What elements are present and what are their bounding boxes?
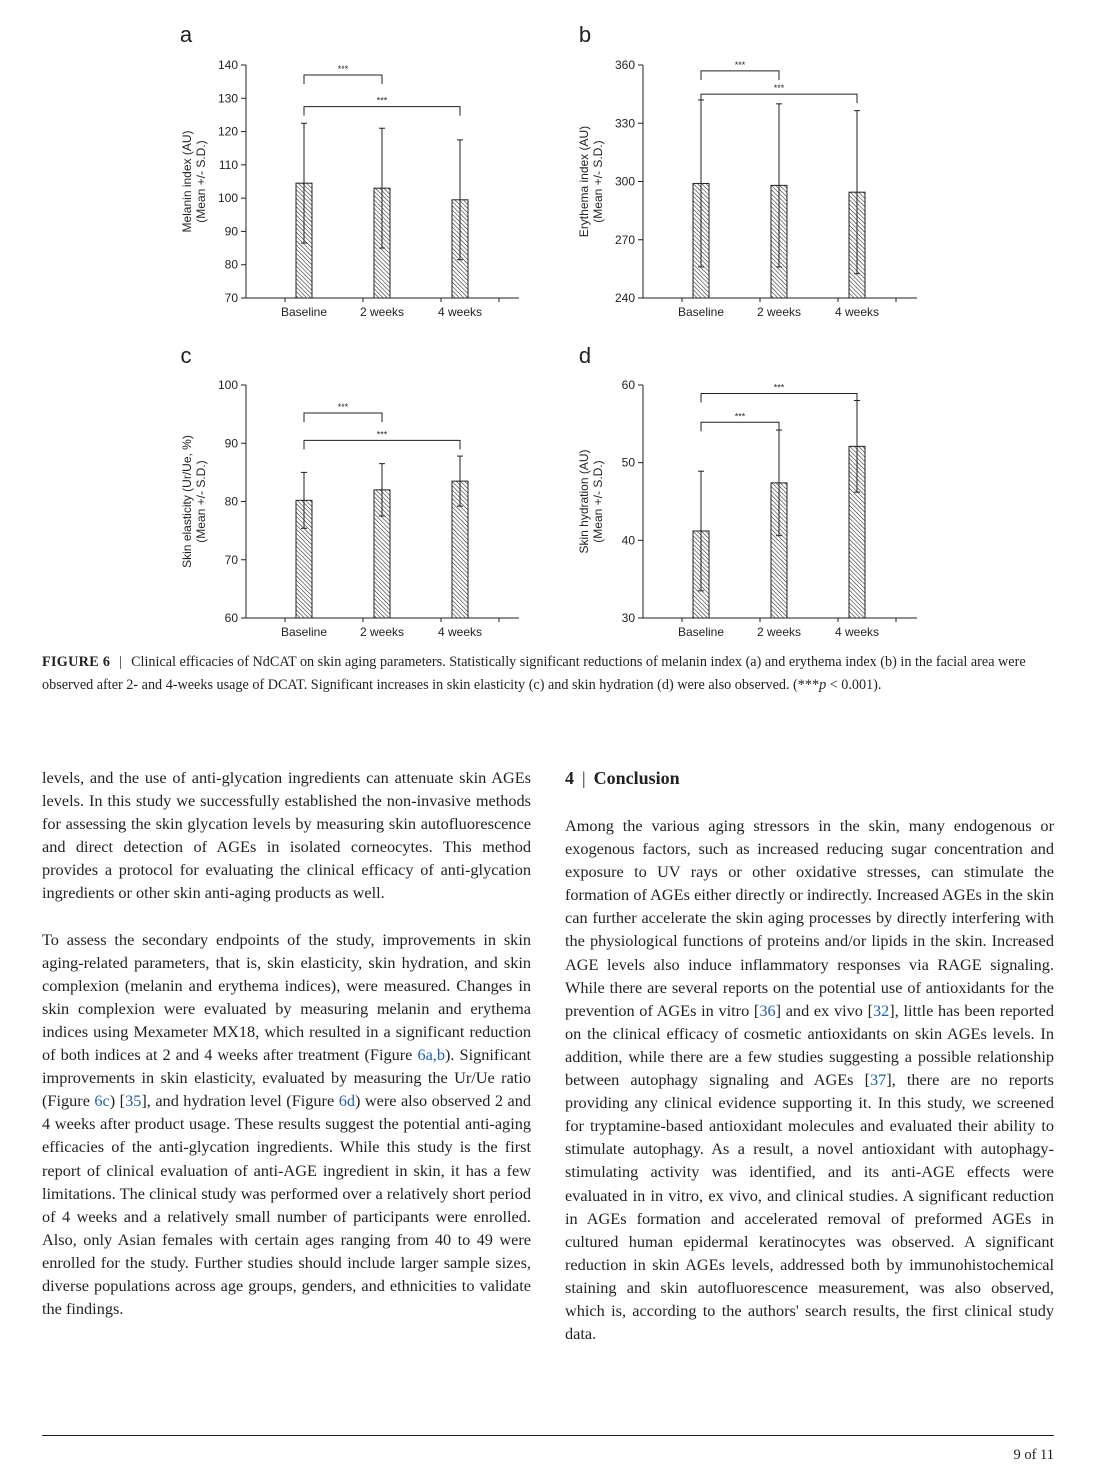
y-tick-label: 140 [217,58,238,72]
x-tick-label: Baseline [280,305,328,319]
y-tick-label: 330 [614,116,635,131]
caption-text: Clinical efficacies of NdCAT on skin aging parameters. Statistically significant reductions of melanin index (a) and erythema index (b) in the facial area were observed after 2- and 4-weeks usage of DCAT. Significant increases in skin elasticity (c) and skin hydration (d) were also observed. (*** [42,654,1026,693]
y-axis-label: Skin hydration (AU) [577,449,591,554]
section-heading [565,766,1054,790]
section-separator: | [582,768,586,788]
significance-bracket [304,440,460,449]
x-tick-label: 2 weeks [756,305,802,319]
x-tick-label: Baseline [677,305,725,319]
panel-label: d [578,343,592,368]
significance-label: *** [376,429,388,440]
citation-link[interactable]: 35 [125,1091,142,1111]
y-tick-label: 300 [614,174,635,189]
paragraph-text: ) [ [109,1091,126,1111]
paragraph-text: To assess the secondary endpoints of the study, improvements in skin aging-related parameters, that is, skin elasticity, skin hydration, and skin complexion (melanin and erythema indices), were measured. Changes in skin complexion were evaluated by measuring melanin and erythema indices using Mexameter MX18, which resulted in a significant reduction of both indices at 2 and 4 weeks after treatment (Figure [42,929,531,1065]
significance-bracket [701,394,857,403]
paragraph-text: ) were also observed 2 and 4 weeks after product usage. These results suggest the potential anti-aging efficacies of the anti-glycation ingredients. While this study is the first report of clinical evaluation of anti-AGE ingredient in skin, it has a few limitations. The clinical study was performed over a relatively short period of 4 weeks and a relatively small number of participants were enrolled. Also, only Asian females with certain ages ranging from 40 to 49 were enrolled for the study. Further studies should include larger sample sizes, diverse populations across age groups, genders, and ethnicities to validate the findings. [42,1091,532,1319]
paragraph-text: ], little has been reported on the clinical efficacy of cosmetic antioxidants on skin AGEs levels. In addition, while there are a few studies suggesting a possible relationship between autophagy signaling and AGEs [ [565,1000,1055,1090]
x-tick-label: Baseline [280,625,328,639]
chart-panel-b [577,22,917,319]
footer-rule [42,1435,1054,1436]
y-tick-label: 50 [621,455,635,470]
significance-bracket [701,94,857,103]
x-tick-label: 4 weeks [437,625,483,639]
figure-caption [42,651,1054,697]
y-tick-label: 120 [217,124,238,139]
x-tick-label: Baseline [677,625,725,639]
y-axis-sublabel: (Mean +/- S.D.) [194,140,208,223]
y-tick-label: 100 [217,378,238,392]
paragraph [42,928,531,1321]
y-axis-label: Erythema index (AU) [577,125,591,238]
paragraph [565,814,1054,1345]
y-axis-sublabel: (Mean +/- S.D.) [591,460,605,543]
citation-link[interactable]: 32 [873,1000,890,1020]
y-tick-label: 60 [621,378,635,392]
chart-panel-d [577,343,917,639]
y-tick-label: 80 [224,257,238,272]
page-number: 9 of 11 [1013,1447,1054,1463]
y-tick-label: 130 [217,91,238,106]
caption-p-symbol: p [819,677,827,693]
x-tick-label: 4 weeks [834,625,880,639]
y-tick-label: 100 [217,191,238,206]
caption-text-end: < 0.001). [826,677,882,693]
figure-ref-link[interactable]: 6c [94,1091,110,1111]
significance-label: *** [376,95,388,106]
significance-label: *** [337,401,349,412]
significance-label: *** [337,63,349,74]
left-text-column [42,766,531,1320]
figure-ref-link[interactable]: 6d [338,1091,355,1111]
significance-label: *** [734,59,746,70]
figure-label: FIGURE 6 [42,654,111,670]
section-number: 4 [565,768,574,788]
y-tick-label: 70 [224,552,238,567]
panel-label: a [179,22,193,47]
y-tick-label: 90 [224,224,238,239]
figure-ref-link[interactable]: 6a,b [417,1045,446,1065]
panel-label: c [180,343,192,368]
y-tick-label: 60 [224,611,238,625]
y-axis-label: Melanin index (AU) [180,130,194,233]
significance-bracket [701,71,779,80]
paragraph: levels, and the use of anti-glycation ingredients can attenuate skin AGEs levels. In this study we successfully established the non-invasive methods for assessing the skin glycation levels by measuring skin autofluorescence and direct detection of AGEs in isolated corneocytes. This method provides a protocol for evaluating the clinical efficacy of anti-glycation ingredients or other skin anti-aging products as well. [42,768,531,903]
x-tick-label: 2 weeks [359,625,405,639]
paragraph-text: ). Significant improvements in skin elasticity, evaluated by measuring the Ur/Ue ratio (Figure [42,1045,531,1111]
y-tick-label: 270 [614,232,635,247]
y-axis-sublabel: (Mean +/- S.D.) [194,460,208,543]
citation-link[interactable]: 36 [759,1000,776,1020]
significance-label: *** [773,382,785,393]
panel-label: b [578,22,592,47]
significance-bracket [304,413,382,422]
right-text-column [565,766,1054,1345]
paragraph-text: ], there are no reports providing any clinical evidence supporting it. In this study, we screened for tryptamine-based antioxidant molecules and evaluated their ability to stimulate autophagy. As a result, a novel antioxidant with autophagy-stimulating activity was identified, and its anti-AGE effects were evaluated in in vitro, ex vivo, and clinical studies. A significant reduction in AGEs formation and accelerated removal of preformed AGEs in cultured human epidermal keratinocytes was observed. A significant reduction in skin AGEs levels, addressed both by immunohistochemical staining and skin autofluorescence measurement, was also observed, which is, according to the authors' search results, the first clinical study data. [565,1070,1055,1344]
y-tick-label: 110 [218,157,238,172]
significance-label: *** [773,83,785,94]
citation-link[interactable]: 37 [870,1070,887,1090]
y-axis-sublabel: (Mean +/- S.D.) [591,140,605,223]
section-title: Conclusion [593,768,680,788]
paragraph-text: Among the various aging stressors in the skin, many endogenous or exogenous factors, such as increased reducing sugar concentration and exposure to UV rays or other oxidative stresses, can stimulate the formation of AGEs either directly or indirectly. Increased AGEs in the skin can further accelerate the skin aging processes by directly interfering with the physiological functions of proteins and/or lipids in the skin. Increased AGE levels also induce inflammatory responses via RAGE signaling. While there are several reports on the potential use of antioxidants for the prevention of AGEs in vitro [ [565,816,1054,1020]
caption-separator: | [119,654,123,670]
x-tick-label: 2 weeks [359,305,405,319]
y-axis-label: Skin elasticity (Ur/Ue, %) [180,435,194,568]
y-tick-label: 240 [614,291,635,305]
x-tick-label: 4 weeks [437,305,483,319]
paragraph-text: ] and ex vivo [ [775,1000,873,1020]
x-tick-label: 4 weeks [834,305,880,319]
y-tick-label: 30 [621,611,635,625]
x-tick-label: 2 weeks [756,625,802,639]
significance-label: *** [734,411,746,422]
chart-panel-a [180,22,519,319]
significance-bracket [304,107,460,116]
significance-bracket [701,422,779,431]
y-tick-label: 40 [621,533,635,548]
paragraph-text: ], and hydration level (Figure [141,1091,339,1111]
significance-bracket [304,75,382,84]
figure-6-charts [0,0,1100,645]
y-tick-label: 70 [224,291,238,305]
chart-panel-c [180,343,519,639]
y-tick-label: 90 [224,436,238,451]
y-tick-label: 360 [614,58,635,72]
y-tick-label: 80 [224,494,238,509]
